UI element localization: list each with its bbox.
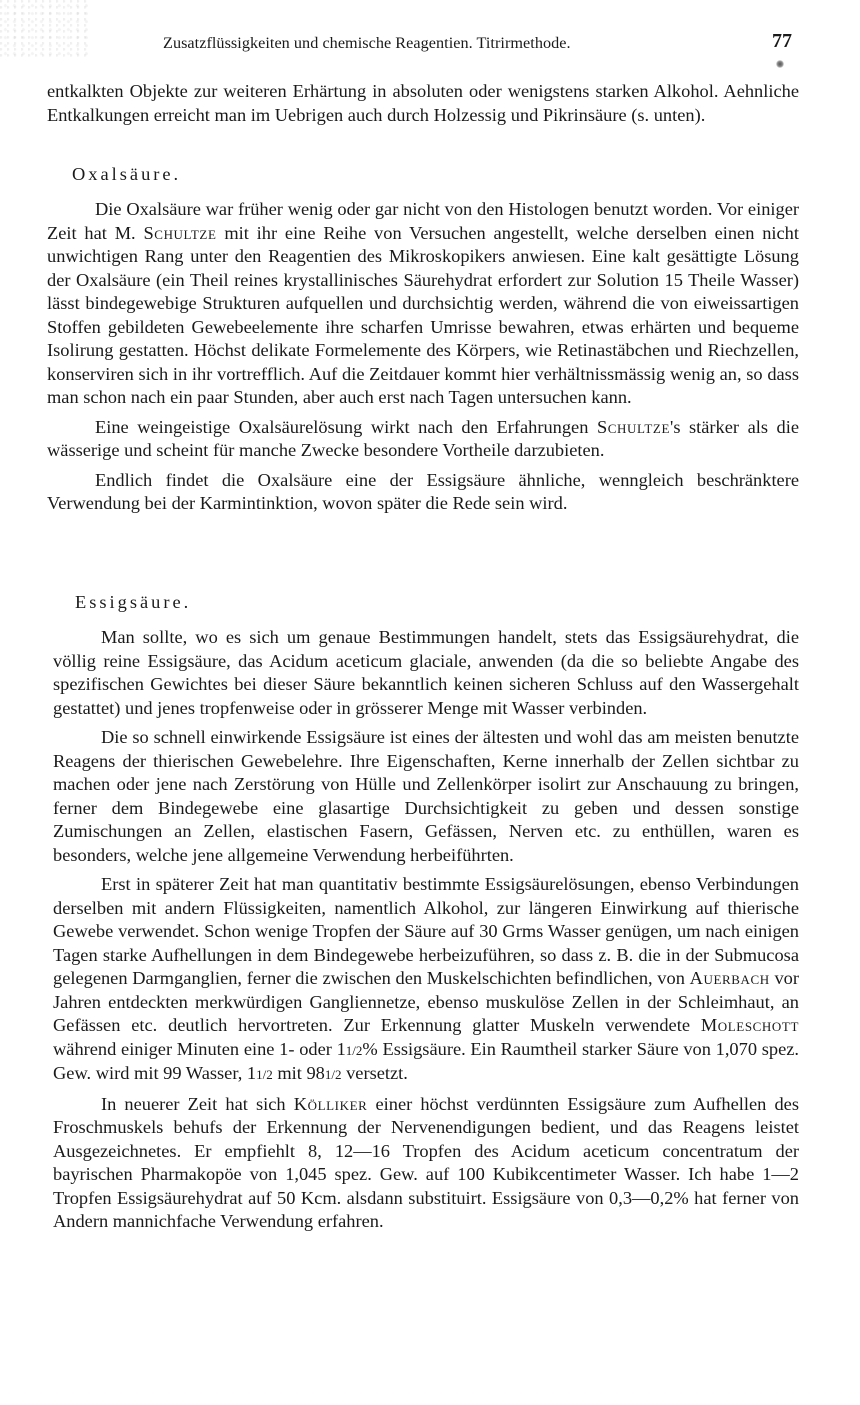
author-name: Auerbach [689,968,770,988]
paragraph: Endlich findet die Oxalsäure eine der Essigsäure ähnliche, wenngleich beschränktere Verwendung bei der Karmintinktion, wovon später die Rede sein wird. [47,469,799,513]
text-run: Die Oxalsäure war früher wenig oder gar nicht von den Histologen benutzt worden. Vor einiger Zeit hat M. [47,199,799,243]
intro-block [47,80,799,127]
author-name: Schultze [143,222,217,243]
section-title-essigsaeure: Essigsäure. [75,592,192,612]
author-name: Kölliker [293,1093,368,1114]
paragraph [47,198,799,410]
paragraph [53,1093,799,1234]
essigsaeure-section [53,626,799,1234]
scan-speckle [0,0,90,60]
paragraph [53,873,799,1087]
text-run: % Essigsäure. Ein Raumtheil starker Säure von 1,070 spez. Gew. wird mit 99 Wasser, 1 [53,1038,799,1083]
text-run: mit ihr eine Reihe von Versuchen angestellt, welche derselben einen nicht unwichtigen Rang unter den Reagentien des Mikroskopikers anwiesen. Eine kalt gesättigte Lösung der Oxalsäure (ein Theil reines krystallinisches Säurehydrat erfordert zur Solution 15 Theile Wasser) lässt bindegewebige Strukturen aufquellen und durchsichtig werden, während die von eiweissartigen Stoffen gebildeten Gewebeelemente ihre scharfen Umrisse bewahren, etwas erhärten und bequeme Isolirung gestatten. Höchst delikate Formelemente des Körpers, wie Retinastäbchen und Riechzellen, konserviren sich in ihr vortrefflich. Auf die Zeitdauer kommt hier verhältnissmässig wenig an, so dass man schon nach ein paar Stunden, aber auch erst nach Tagen untersuchen kann. [47,222,799,407]
author-name: Moleschott [700,1015,799,1035]
text-run: Erst in späterer Zeit hat man quantitativ bestimmte Essigsäurelösungen, ebenso Verbindungen derselben mit andern Flüssigkeiten, namentlich Alkohol, zur längeren Einwirkung auf thierische Gewebe verwendet. Schon wenige Tropfen der Säure auf 30 Grms Wasser genügen, um nach einigen Tagen starke Aufhellungen in dem Bindegewebe herbeizuführen, so dass z. B. die in der Submucosa gelegenen Darmganglien, ferner die zwischen den Muskelschichten befindlichen, von [53,874,799,988]
text-run: versetzt. [341,1063,408,1083]
fraction: 1/2 [256,1067,273,1082]
paragraph: Die so schnell einwirkende Essigsäure ist eines der ältesten und wohl das am meisten benutzte Reagens der thierischen Gewebelehre. Ihre Eigenschaften, Kerne innerhalb der Zellen sichtbar zu machen oder jene nach Zerstörung von Hülle und Zellenkörper isolirt zur Anschauung zu bringen, ferner dem Bindegewebe eine glasartige Durchsichtigkeit zu geben und dessen sonstige Zumischungen an Zellen, elastischen Fasern, Gefässen, Nerven etc. zu enthüllen, waren es besonders, welche jene allgemeine Verwendung herbeiführten. [53,727,799,865]
paragraph [47,416,799,463]
text-run: einer höchst verdünnten Essigsäure zum Aufhellen des Froschmuskels behufs der Erkennung der Nervenendigungen bedient, und das Reagens leistet Ausgezeichnetes. Er empfiehlt 8, 12—16 Tropfen des Acidum aceticum concentratum der bayrischen Pharmakopöe von 1,045 spez. Gew. auf 100 Kubikcentimeter Wasser. Ich habe 1—2 Tropfen Essigsäurehydrat auf 50 Kcm. alsdann substituirt. Essigsäure von 0,3—0,2% hat ferner von Andern mannichfache Verwendung erfahren. [53,1093,799,1231]
text-run: vor Jahren entdeckten merkwürdigen Gangliennetze, ebenso muskulöse Zellen in der Schleimhaut, an Gefässen etc. deutlich hervortreten. Zur Erkennung glatter Muskeln verwendete [53,968,799,1035]
text-run: mit 98 [272,1063,325,1083]
author-name: Schultze [596,416,670,437]
oxalsaeure-section [47,198,799,516]
text-run: 's stärker als die wässerige und scheint für manche Zwecke besondere Vortheile darzubieten. [47,416,799,460]
text-run: Eine weingeistige Oxalsäurelösung wirkt nach den Erfahrungen [95,416,597,437]
text-run: In neuerer Zeit hat sich [101,1093,294,1114]
fraction: 1/2 [324,1067,342,1082]
running-head: Zusatzflüssigkeiten und chemische Reagentien. Titrirmethode. [163,34,571,52]
ink-blot [776,60,784,68]
page-number: 77 [772,30,792,52]
fraction: 1/2 [345,1042,363,1058]
section-title-oxalsaeure: Oxalsäure. [72,164,182,184]
paragraph: Man sollte, wo es sich um genaue Bestimmungen handelt, stets das Essigsäurehydrat, die völlig reine Essigsäure, das Acidum aceticum glaciale, anwenden (da die so beliebte Angabe des spezifischen Gewichtes bei dieser Säure bekanntlich keinen sicheren Schluss auf den Wassergehalt gestattet) und jenes tropfenweise oder in grösserer Menge mit Wasser verbinden. [53,627,799,718]
text-run: während einiger Minuten eine 1- oder 1 [53,1038,346,1059]
paragraph: entkalkten Objekte zur weiteren Erhärtung in absoluten oder wenigstens starken Alkohol. Aehnliche Entkalkungen erreicht man im Uebrigen auch durch Holzessig und Pikrinsäure (s. unten). [47,81,799,125]
